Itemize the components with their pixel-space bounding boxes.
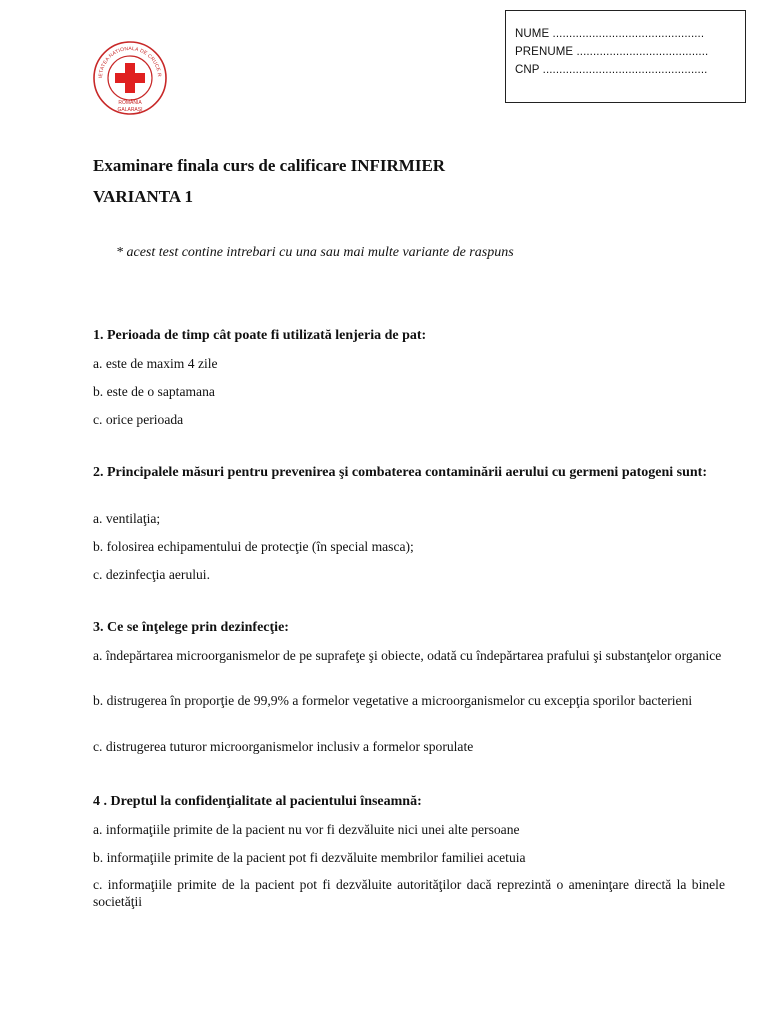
instructions-note: * acest test contine intrebari cu una sau mai multe variante de raspuns (116, 245, 514, 260)
question-2: 2. Principalele măsuri pentru prevenirea şi combaterea contaminării aerului cu germeni patogeni sunt: (93, 465, 707, 480)
svg-text:ROMÂNIA: ROMÂNIA (118, 100, 142, 106)
question-3-option-c: c. distrugerea tuturor microorganismelor inclusiv a formelor sporulate (93, 739, 474, 754)
question-3: 3. Ce se înţelege prin dezinfecţie: (93, 620, 289, 635)
question-1-option-c: c. orice perioada (93, 412, 184, 427)
cnp-field: CNP .................................................. (515, 64, 708, 76)
question-1: 1. Perioada de timp cât poate fi utilizată lenjeria de pat: (93, 328, 427, 343)
question-4: 4 . Dreptul la confidenţialitate al pacientului înseamnă: (93, 794, 422, 809)
question-4-option-b: b. informaţiile primite de la pacient pot fi dezvăluite membrilor familiei acetuia (93, 850, 526, 865)
svg-text:GALARAŞI: GALARAŞI (117, 107, 143, 113)
question-4-option-c: c. informaţiile primite de la pacient pot fi dezvăluite autorităţilor dacă reprezintă o ameninţare directă la binele societăţii (93, 877, 725, 909)
student-id-box (505, 10, 746, 103)
variant-label: VARIANTA 1 (93, 187, 193, 206)
question-4-option-a: a. informaţiile primite de la pacient nu vor fi dezvăluite nici unei alte persoane (93, 822, 520, 837)
question-1-option-b: b. este de o saptamana (93, 384, 215, 399)
question-3-option-a: a. îndepărtarea microorganismelor de pe suprafeţe şi obiecte, odată cu îndepărtarea prafului şi substanţelor organice (93, 648, 722, 663)
name-field: NUME .............................................. (515, 28, 705, 40)
surname-field: PRENUME ........................................ (515, 46, 709, 58)
question-1-option-a: a. este de maxim 4 zile (93, 356, 218, 371)
exam-title: Examinare finala curs de calificare INFIRMIER (93, 156, 446, 175)
question-2-option-c: c. dezinfecţia aerului. (93, 567, 210, 582)
question-3-option-b: b. distrugerea în proporţie de 99,9% a formelor vegetative a microorganismelor cu excepţia sporilor bacterieni (93, 693, 693, 708)
red-cross-logo (92, 40, 168, 116)
question-2-option-a: a. ventilaţia; (93, 511, 161, 526)
question-2-option-b: b. folosirea echipamentului de protecţie (în special masca); (93, 539, 414, 554)
svg-text:SOCIETATEA NATIONALA DE CRUCE: IETATEA NATIONALA DE CRUCE R (97, 45, 163, 79)
